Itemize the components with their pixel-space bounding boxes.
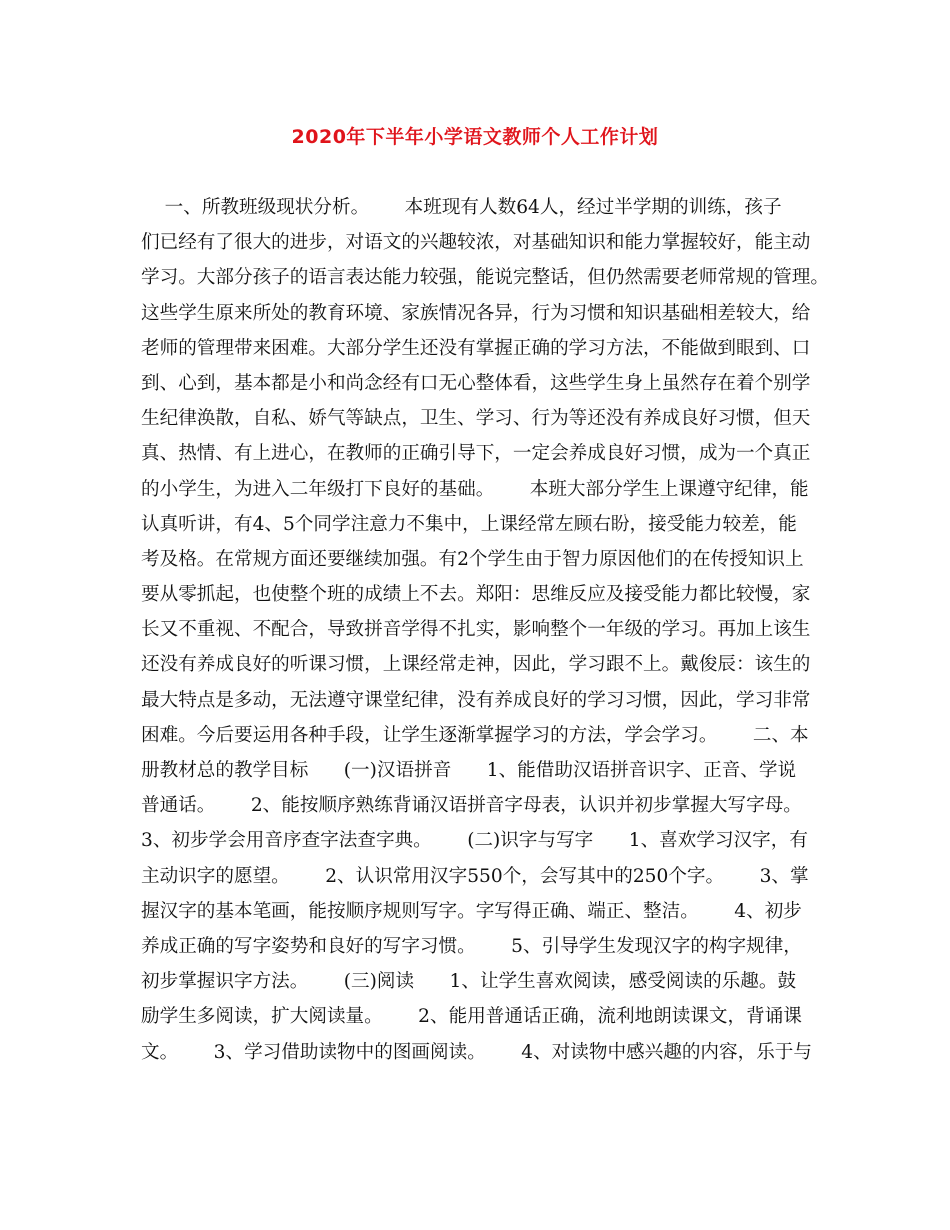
body-line: 学习。大部分孩子的语言表达能力较强，能说完整话，但仍然需要老师常规的管理。 (141, 267, 829, 289)
document-body (141, 190, 829, 1070)
body-line: 到、心到，基本都是小和尚念经有口无心整体看，这些学生身上虽然存在着个别学 (141, 372, 811, 394)
body-line: 考及格。在常规方面还要继续加强。有2个学生由于智力原因他们的在传授知识上 (141, 548, 804, 570)
document-title: 2020年下半年小学语文教师个人工作计划 (291, 126, 659, 148)
body-line: 册教材总的教学目标 (一)汉语拼音 1、能借助汉语拼音识字、正音、学说 (141, 760, 797, 781)
body-line: 们已经有了很大的进步，对语文的兴趣较浓，对基础知识和能力掌握较好，能主动 (141, 232, 811, 254)
body-line: 文。 3、学习借助读物中的图画阅读。 4、对读物中感兴趣的内容，乐于与 (141, 1041, 812, 1063)
body-line: 老师的管理带来困难。大部分学生还没有掌握正确的学习方法，不能做到眼到、口 (141, 337, 811, 359)
body-line: 生纪律涣散，自私、娇气等缺点，卫生、学习、行为等还没有养成良好习惯，但天 (141, 408, 811, 430)
body-line: 困难。今后要运用各种手段，让学生逐渐掌握学习的方法，学会学习。 二、本 (141, 724, 809, 746)
body-line: 握汉字的基本笔画，能按顺序规则写字。字写得正确、端正、整洁。 4、初步 (141, 900, 802, 922)
body-line: 这些学生原来所处的教育环境、家族情况各异，行为习惯和知识基础相差较大，给 (141, 302, 811, 324)
body-line: 一、所教班级现状分析。 本班现有人数64人，经过半学期的训练，孩子 (141, 197, 782, 218)
body-line: 主动识字的愿望。 2、认识常用汉字550个，会写其中的250个字。 3、掌 (141, 865, 809, 887)
body-line: 普通话。 2、能按顺序熟练背诵汉语拼音字母表，认识并初步掌握大写字母。 (141, 795, 802, 817)
body-line: 初步掌握识字方法。 (三)阅读 1、让学生喜欢阅读，感受阅读的乐趣。鼓 (141, 971, 797, 993)
body-line: 还没有养成良好的听课习惯，上课经常走神，因此，学习跟不上。戴俊辰：该生的 (141, 654, 811, 676)
body-line: 真、热情、有上进心，在教师的正确引导下，一定会养成良好习惯，成为一个真正 (141, 443, 811, 465)
body-line: 的小学生，为进入二年级打下良好的基础。 本班大部分学生上课遵守纪律，能 (141, 478, 809, 500)
body-line: 励学生多阅读，扩大阅读量。 2、能用普通话正确，流利地朗读课文，背诵课 (141, 1006, 802, 1028)
body-line: 养成正确的写字姿势和良好的写字习惯。 5、引导学生发现汉字的构字规律， (141, 935, 802, 957)
body-line: 要从零抓起，也使整个班的成绩上不去。郑阳：思维反应及接受能力都比较慢，家 (141, 584, 811, 606)
body-line: 认真听讲，有4、5个同学注意力不集中，上课经常左顾右盼，接受能力较差，能 (141, 513, 797, 535)
body-line: 3、初步学会用音序查字法查字典。 (二)识字与写字 1、喜欢学习汉字，有 (141, 830, 808, 852)
body-line: 长又不重视、不配合，导致拼音学得不扎实，影响整个一年级的学习。再加上该生 (141, 619, 811, 641)
body-line: 最大特点是多动，无法遵守课堂纪律，没有养成良好的学习习惯，因此，学习非常 (141, 689, 811, 711)
